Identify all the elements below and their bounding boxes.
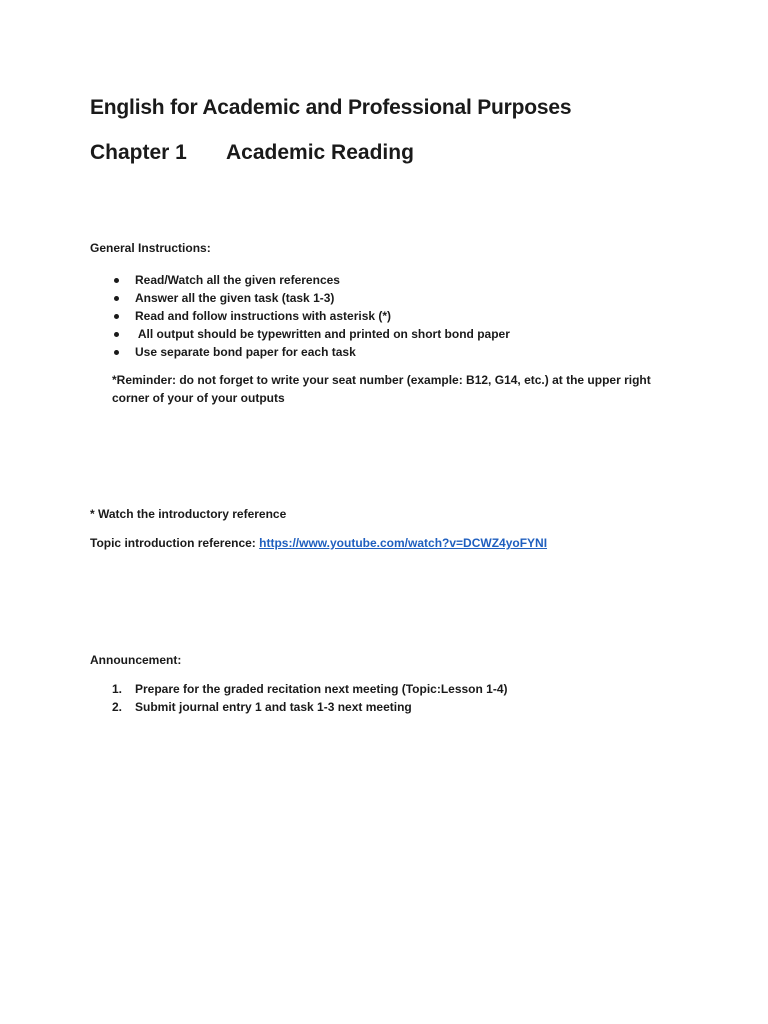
bullet-icon — [114, 350, 119, 355]
list-item: 1. Prepare for the graded recitation next meeting (Topic:Lesson 1-4) — [112, 682, 508, 696]
topic-reference-line — [90, 536, 547, 550]
list-item: Use separate bond paper for each task — [90, 343, 510, 361]
announcement-label: Announcement: — [90, 653, 182, 667]
list-item: Read and follow instructions with asterisk (*) — [90, 307, 510, 325]
chapter-title: Academic Reading — [226, 141, 414, 164]
bullet-icon — [114, 278, 119, 283]
list-number: 1. — [112, 682, 123, 696]
list-item: Answer all the given task (task 1-3) — [90, 289, 510, 307]
list-item: Read/Watch all the given references — [90, 271, 510, 289]
topic-reference-link[interactable]: https://www.youtube.com/watch?v=DCWZ4yoFYNI — [259, 536, 548, 550]
reminder-note: *Reminder: do not forget to write your seat number (example: B12, G14, etc.) at the upper right corner of your of your outputs — [112, 373, 651, 405]
document-title: English for Academic and Professional Purposes — [90, 96, 572, 119]
list-number: 2. — [112, 700, 123, 714]
general-instructions-label: General Instructions: — [90, 241, 211, 255]
bullet-icon — [114, 332, 119, 337]
watch-note: * Watch the introductory reference — [90, 507, 287, 521]
bullet-icon — [114, 296, 119, 301]
instructions-list — [90, 271, 510, 361]
chapter-heading — [90, 141, 414, 165]
topic-reference-label: Topic introduction reference: — [90, 536, 260, 550]
list-item: All output should be typewritten and printed on short bond paper — [90, 325, 510, 343]
announcement-list — [90, 680, 508, 716]
chapter-number: Chapter 1 — [90, 141, 187, 164]
list-item: 2. Submit journal entry 1 and task 1-3 next meeting — [112, 700, 412, 714]
bullet-icon — [114, 314, 119, 319]
